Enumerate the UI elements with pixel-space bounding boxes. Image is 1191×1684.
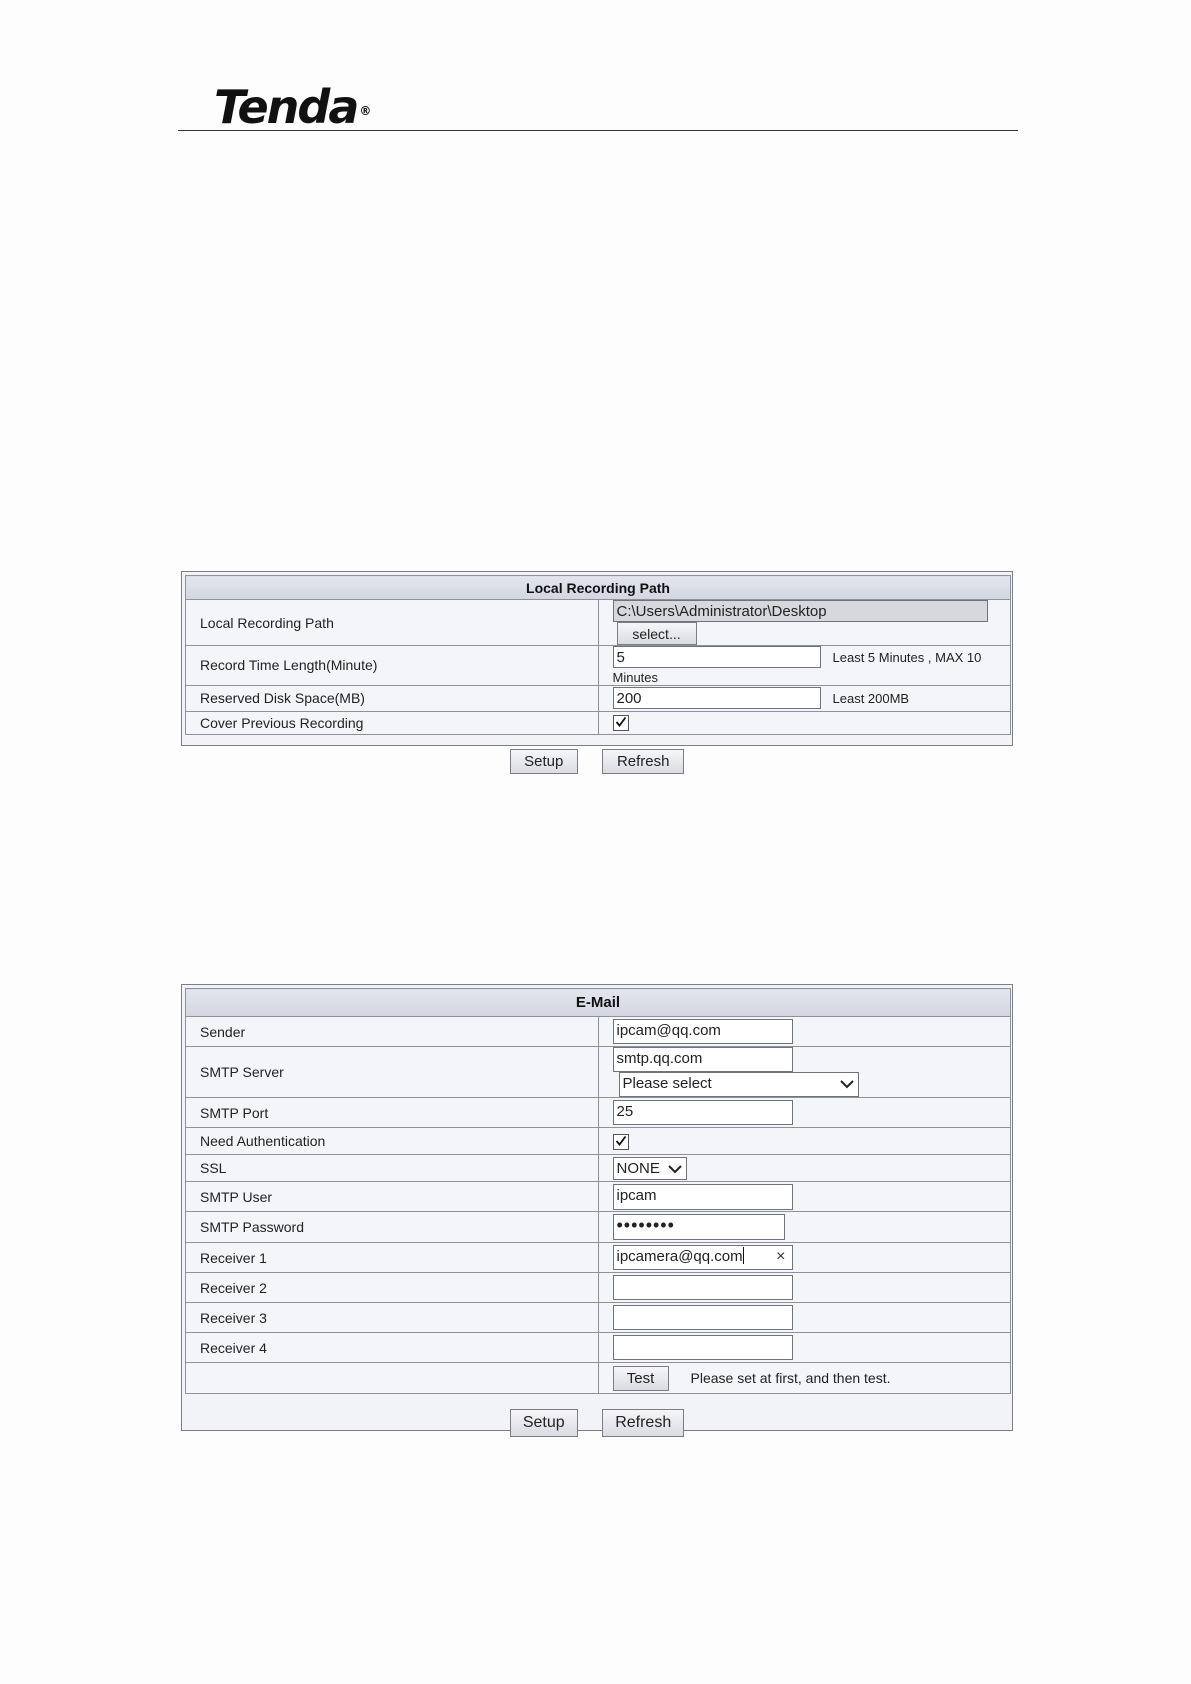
panel-title: Local Recording Path <box>186 576 1011 600</box>
label-receiver-2: Receiver 2 <box>186 1273 599 1303</box>
select-path-button[interactable]: select... <box>617 622 697 645</box>
receiver-1-value: ipcamera@qq.com <box>616 1248 743 1265</box>
setup-button[interactable]: Setup <box>510 1409 578 1437</box>
checkmark-icon <box>615 1135 627 1147</box>
label-receiver-3: Receiver 3 <box>186 1303 599 1333</box>
ssl-select-value: NONE <box>616 1159 660 1177</box>
header-divider <box>178 130 1018 131</box>
label-sender: Sender <box>186 1017 599 1047</box>
refresh-button[interactable]: Refresh <box>602 1409 684 1437</box>
label-record-time-length: Record Time Length(Minute) <box>186 646 599 686</box>
ssl-select[interactable] <box>613 1157 687 1180</box>
recording-path-field[interactable]: C:\Users\Administrator\Desktop <box>613 600 988 622</box>
smtp-password-input[interactable]: •••••••• <box>613 1214 785 1240</box>
label-smtp-user: SMTP User <box>186 1182 599 1212</box>
empty-label-cell <box>186 1363 599 1394</box>
label-receiver-4: Receiver 4 <box>186 1333 599 1363</box>
setup-button[interactable]: Setup <box>510 749 578 774</box>
email-footer <box>182 1409 1012 1437</box>
record-time-input[interactable]: 5 <box>613 646 821 668</box>
tenda-logo <box>214 80 404 134</box>
smtp-user-input[interactable]: ipcam <box>613 1184 793 1210</box>
smtp-server-select-value: Please select <box>622 1075 712 1092</box>
label-smtp-password: SMTP Password <box>186 1212 599 1243</box>
need-authentication-checkbox[interactable] <box>613 1134 629 1150</box>
recording-footer <box>182 749 1012 774</box>
receiver-3-input[interactable] <box>613 1305 793 1330</box>
smtp-server-select[interactable] <box>619 1072 859 1097</box>
clear-icon[interactable]: × <box>776 1248 786 1265</box>
record-time-hint: Least 5 Minutes , MAX 10 Minutes <box>612 649 982 685</box>
text-cursor <box>743 1247 744 1264</box>
label-need-authentication: Need Authentication <box>186 1128 599 1155</box>
label-ssl: SSL <box>186 1155 599 1182</box>
logo-text: Tenda <box>214 80 358 134</box>
smtp-server-input[interactable]: smtp.qq.com <box>613 1047 793 1072</box>
cover-recording-checkbox[interactable] <box>613 715 629 731</box>
label-cover-previous-recording: Cover Previous Recording <box>186 711 599 734</box>
refresh-button[interactable]: Refresh <box>602 749 684 774</box>
local-recording-panel <box>181 571 1013 770</box>
label-smtp-server: SMTP Server <box>186 1047 599 1098</box>
receiver-1-input[interactable] <box>613 1245 793 1270</box>
receiver-2-input[interactable] <box>613 1275 793 1300</box>
registered-mark: ® <box>359 104 370 118</box>
checkmark-icon <box>615 716 627 728</box>
receiver-4-input[interactable] <box>613 1335 793 1360</box>
email-panel <box>181 984 1013 1431</box>
label-smtp-port: SMTP Port <box>186 1098 599 1128</box>
test-button[interactable]: Test <box>613 1366 669 1391</box>
chevron-down-icon <box>840 1079 854 1089</box>
panel-title: E-Mail <box>186 989 1011 1017</box>
label-receiver-1: Receiver 1 <box>186 1243 599 1273</box>
test-hint: Please set at first, and then test. <box>690 1370 891 1386</box>
reserved-disk-hint: Least 200MB <box>832 690 910 706</box>
reserved-disk-input[interactable]: 200 <box>613 687 821 709</box>
label-reserved-disk-space: Reserved Disk Space(MB) <box>186 685 599 711</box>
smtp-port-input[interactable]: 25 <box>613 1100 793 1125</box>
chevron-down-icon <box>668 1164 682 1174</box>
label-local-recording-path: Local Recording Path <box>186 600 599 646</box>
sender-input[interactable]: ipcam@qq.com <box>613 1019 793 1044</box>
